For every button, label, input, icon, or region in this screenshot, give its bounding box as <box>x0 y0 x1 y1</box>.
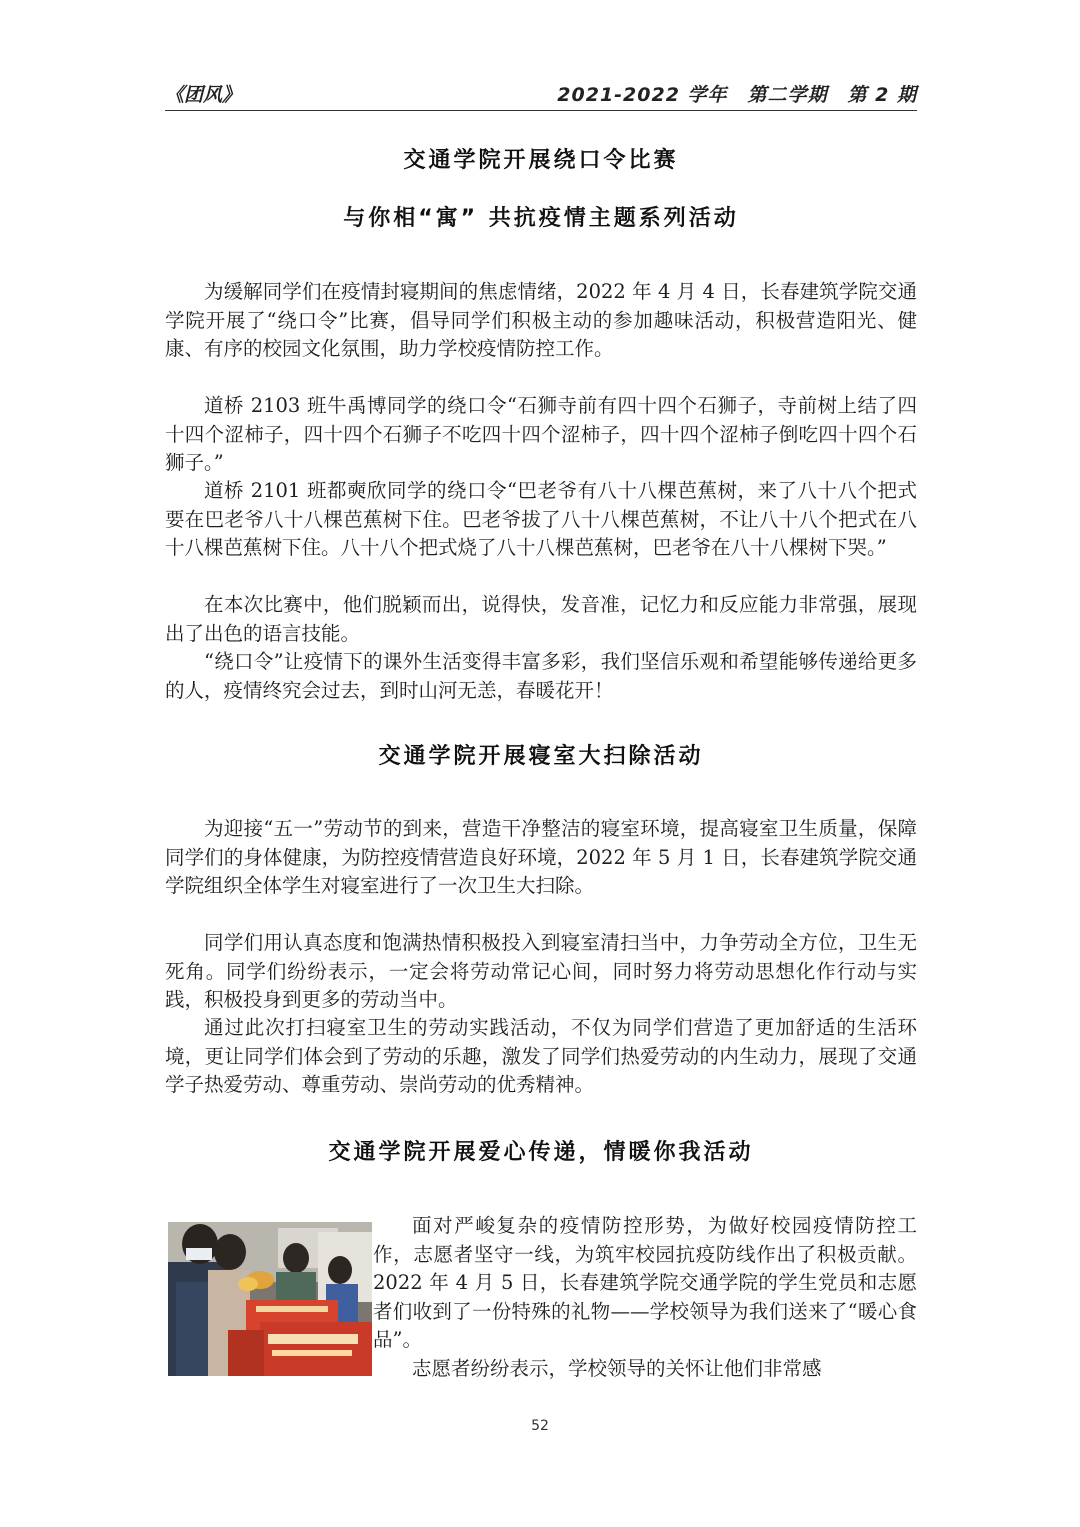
page-number: 52 <box>531 1418 549 1434</box>
article1-paragraph-1: 为缓解同学们在疫情封寝期间的焦虑情绪，2022 年 4 月 4 日，长春建筑学院交通学院开展了“绕口令”比赛，倡导同学们积极主动的参加趣味活动，积极营造阳光、健康、有序的校园文化氛围，助力学校疫情防控工作。 <box>165 280 917 361</box>
issue-info: 2021-2022 学年 第二学期 第 2 期 <box>557 84 917 106</box>
article2-paragraph-2: 同学们用认真态度和饱满热情积极投入到寝室清扫当中，力争劳动全方位，卫生无死角。同学们纷纷表示，一定会将劳动常记心间，同时努力将劳动思想化作行动与实践，积极投身到更多的劳动当中。 <box>165 931 917 1012</box>
article2-paragraph-3: 通过此次打扫寝室卫生的劳动实践活动，不仅为同学们营造了更加舒适的生活环境，更让同学们体会到了劳动的乐趣，激发了同学们热爱劳动的内生动力，展现了交通学子热爱劳动、尊重劳动、崇尚劳动的优秀精神。 <box>165 1016 917 1097</box>
article1-paragraph-3: 道桥 2101 班都奭欣同学的绕口令“巴老爷有八十八棵芭蕉树，来了八十八个把式要在巴老爷八十八棵芭蕉树下住。巴老爷拔了八十八棵芭蕉树，不让八十八个把式在八十八棵芭蕉树下住。八十八个把式烧了八十八棵芭蕉树，巴老爷在八十八棵树下哭。” <box>165 479 917 560</box>
volunteers-photo-illustration <box>168 1222 372 1376</box>
article3-paragraph-1: 面对严峻复杂的疫情防控形势，为做好校园疫情防控工作，志愿者坚守一线，为筑牢校园抗疫防线作出了积极贡献。2022 年 4 月 5 日，长春建筑学院交通学院的学生党员和志愿者们收到了一份特殊的礼物——学校领导为我们送来了“暖心食品”。 <box>373 1214 917 1352</box>
volunteers-photo <box>168 1222 372 1376</box>
article2-title: 交通学院开展寝室大扫除活动 <box>378 744 704 769</box>
article1-subtitle: 与你相“寓” 共抗疫情主题系列活动 <box>343 206 739 231</box>
journal-name: 《团风》 <box>165 84 242 106</box>
article1-paragraph-2: 道桥 2103 班牛禹博同学的绕口令“石狮寺前有四十四个石狮子，寺前树上结了四十四个涩柿子，四十四个石狮子不吃四十四个涩柿子，四十四个涩柿子倒吃四十四个石狮子。” <box>165 394 917 475</box>
article2-paragraph-1: 为迎接“五一”劳动节的到来，营造干净整洁的寝室环境，提高寝室卫生质量，保障同学们的身体健康，为防控疫情营造良好环境，2022 年 5 月 1 日，长春建筑学院交通学院组织全体学生对寝室进行了一次卫生大扫除。 <box>165 817 917 898</box>
article3-paragraph-2: 志愿者纷纷表示，学校领导的关怀让他们非常感 <box>412 1357 822 1380</box>
article1-title: 交通学院开展绕口令比赛 <box>403 148 679 173</box>
article3-title: 交通学院开展爱心传递，情暖你我活动 <box>328 1140 754 1165</box>
article1-paragraph-4: 在本次比赛中，他们脱颖而出，说得快，发音准，记忆力和反应能力非常强，展现出了出色的语言技能。 <box>165 593 917 645</box>
article1-paragraph-5: “绕口令”让疫情下的课外生活变得丰富多彩，我们坚信乐观和希望能够传递给更多的人，疫情终究会过去，到时山河无恙，春暖花开！ <box>165 650 917 702</box>
page-header <box>165 80 917 111</box>
